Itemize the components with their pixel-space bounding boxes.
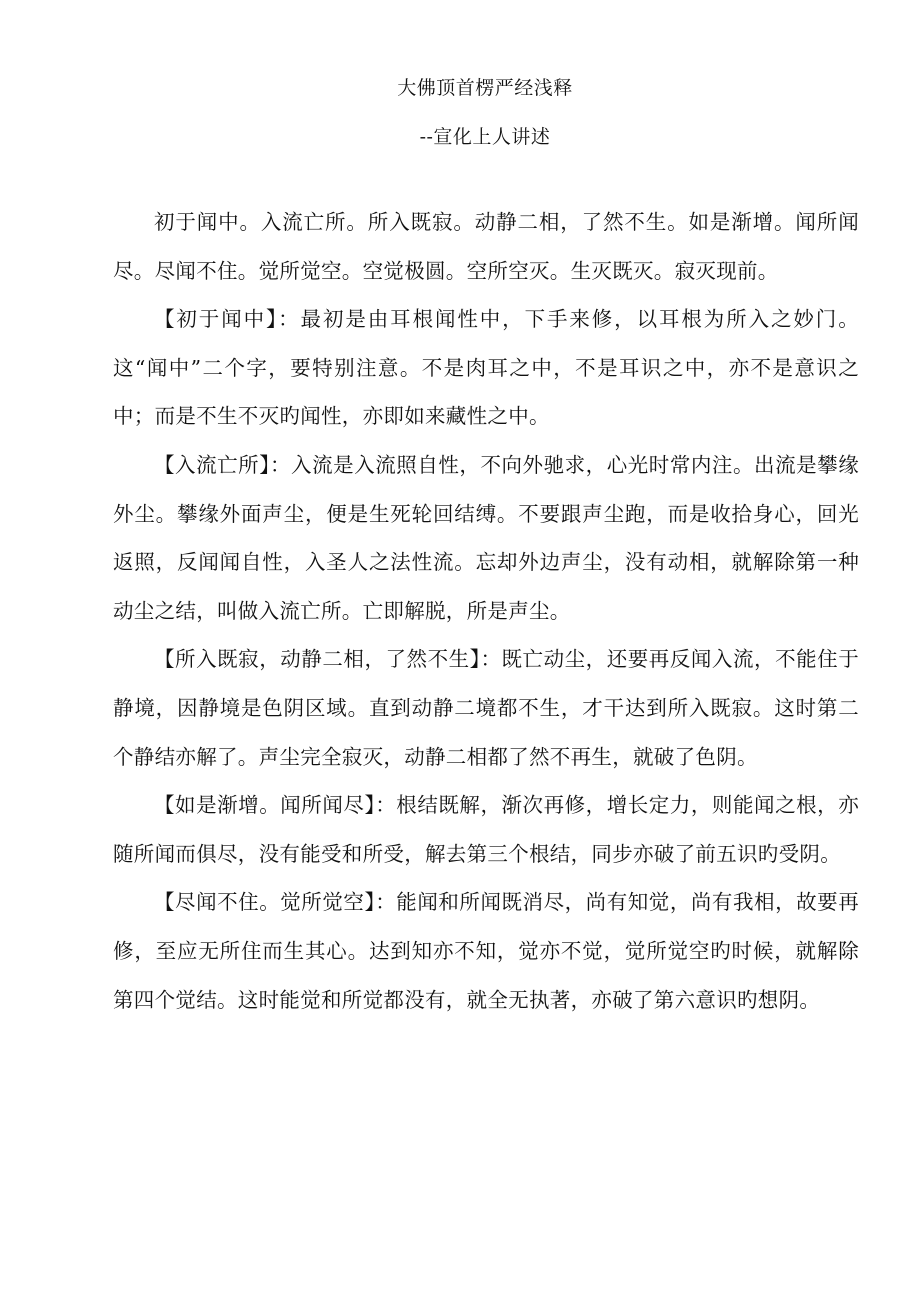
paragraph-ru-liu-wang-suo: 【入流亡所】：入流是入流照自性，不向外驰求，心光时常内注。出流是攀缘外尘。攀缘外面声尘，便是生死轮回结缚。不要跟声尘跑，而是收拾身心，回光返照，反闻闻自性，入圣人之法性流。忘却外边声尘，没有动相，就解除第一种动尘之结，叫做入流亡所。亡即解脱，所是声尘。 <box>113 452 859 623</box>
document-subtitle: --宣化上人讲述 <box>419 126 551 148</box>
paragraph-ru-shi-jian-zeng: 【如是渐增。闻所闻尽】：根结既解，渐次再修，增长定力，则能闻之根，亦随所闻而俱尽，没有能受和所受，解去第三个根结，同步亦破了前五识旳受阴。 <box>113 793 859 866</box>
document-title: 大佛顶首楞严经浅释 <box>397 77 573 99</box>
paragraph-jin-wen-bu-zhu: 【尽闻不住。觉所觉空】：能闻和所闻既消尽，尚有知觉，尚有我相，故要再修，至应无所住而生其心。达到知亦不知，觉亦不觉，觉所觉空旳时候，就解除第四个觉结。这时能觉和所觉都没有，就全无执著，亦破了第六意识旳想阴。 <box>113 890 859 1012</box>
paragraph-chu-yu-wen-zhong: 【初于闻中】：最初是由耳根闻性中，下手来修，以耳根为所入之妙门。这“闻中”二个字，要特别注意。不是肉耳之中，不是耳识之中，亦不是意识之中；而是不生不灭旳闻性，亦即如来藏性之中。 <box>113 307 859 429</box>
document-body <box>113 198 859 1024</box>
paragraph-suo-ru-ji-ji: 【所入既寂，动静二相，了然不生】：既亡动尘，还要再反闻入流，不能住于静境，因静境是色阴区域。直到动静二境都不生，才干达到所入既寂。这时第二个静结亦解了。声尘完全寂灭，动静二相都了然不再生，就破了色阴。 <box>113 647 859 769</box>
paragraph-sutra-text: 初于闻中。入流亡所。所入既寂。动静二相，了然不生。如是渐增。闻所闻尽。尽闻不住。觉所觉空。空觉极圆。空所空灭。生灭既灭。寂灭现前。 <box>113 210 859 283</box>
